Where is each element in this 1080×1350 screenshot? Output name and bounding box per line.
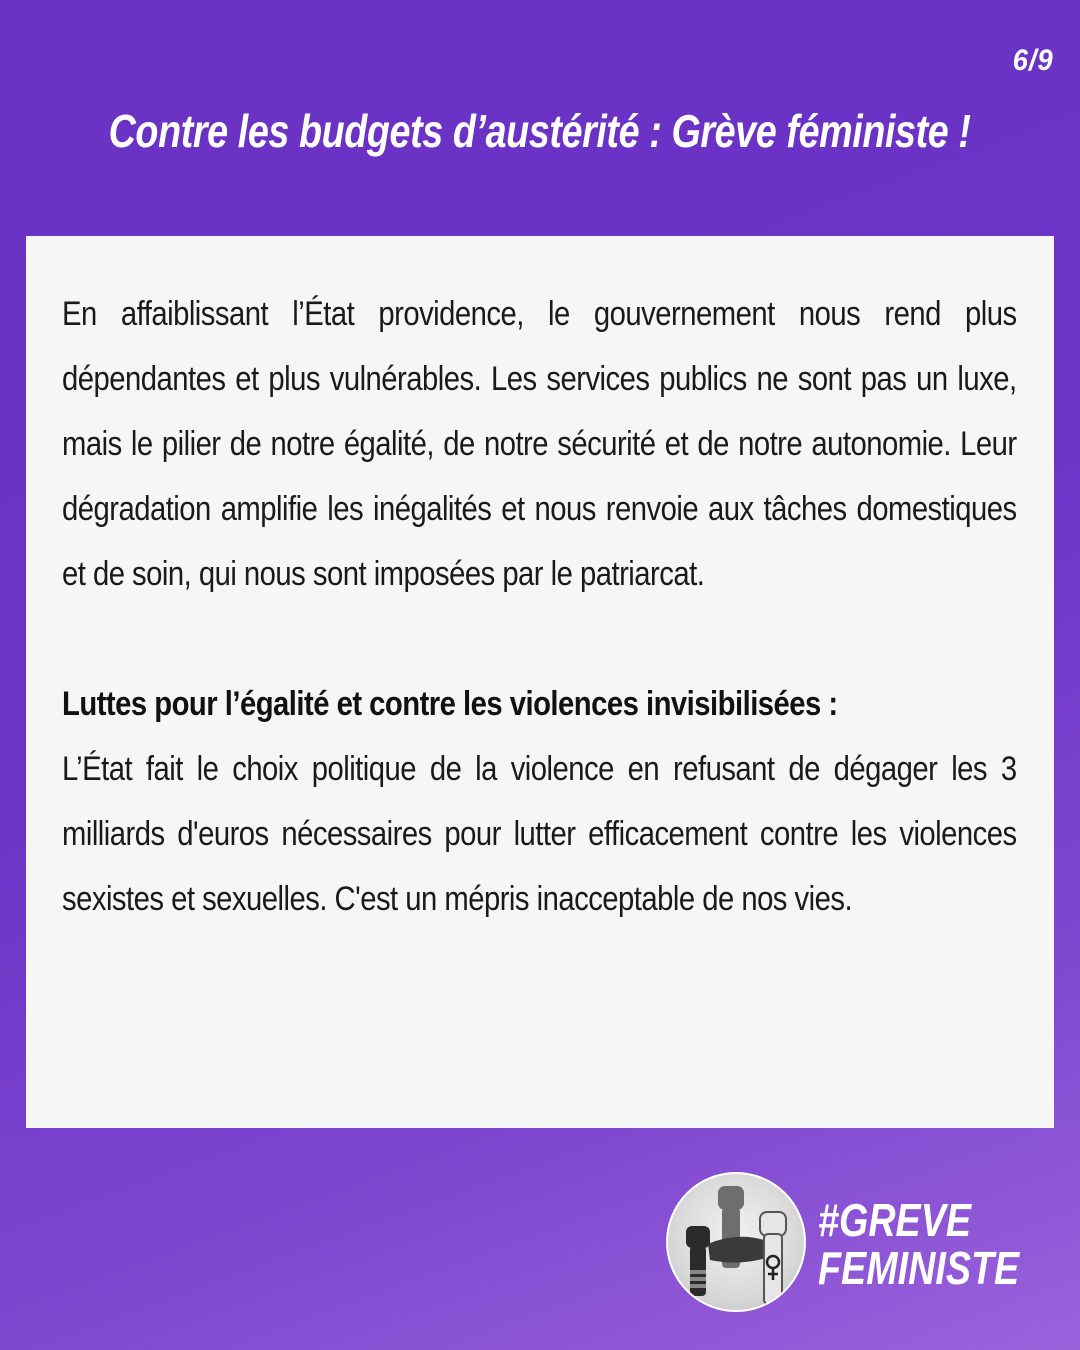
greve-feministe-logo (666, 1172, 1046, 1312)
page-title-text: Contre les budgets d’austérité : Grève féministe ! (109, 105, 971, 157)
raised-fists-icon (666, 1172, 806, 1312)
page-number: 6/9 (1012, 44, 1054, 77)
raised-fists-illustration (668, 1174, 804, 1310)
content-card (26, 236, 1054, 1128)
logo-line-1: #GREVE (818, 1194, 972, 1246)
page-title (0, 104, 1080, 158)
text-block (62, 282, 1017, 932)
paragraph-violence: L’État fait le choix politique de la violence en refusant de dégager les 3 milliards d'euros nécessaires pour lutter efficacement contre les violences sexistes et sexuelles. C'est un mépris inacceptable de nos vies. (62, 750, 1017, 918)
section-subheading: Luttes pour l’égalité et contre les violences invisibilisées : (62, 685, 838, 723)
paragraph-spacer (62, 607, 1017, 672)
paragraph-welfare-state: En affaiblissant l’État providence, le gouvernement nous rend plus dépendantes et plus vulnérables. Les services publics ne sont pas un luxe, mais le pilier de notre égalité, de notre sécurité et de notre autonomie. Leur dégradation amplifie les inégalités et nous renvoie aux tâches domestiques et de soin, qui nous sont imposées par le patriarcat. (62, 295, 1017, 593)
logo-wordmark (818, 1196, 1063, 1292)
logo-line-2: FEMINISTE (818, 1242, 1020, 1294)
